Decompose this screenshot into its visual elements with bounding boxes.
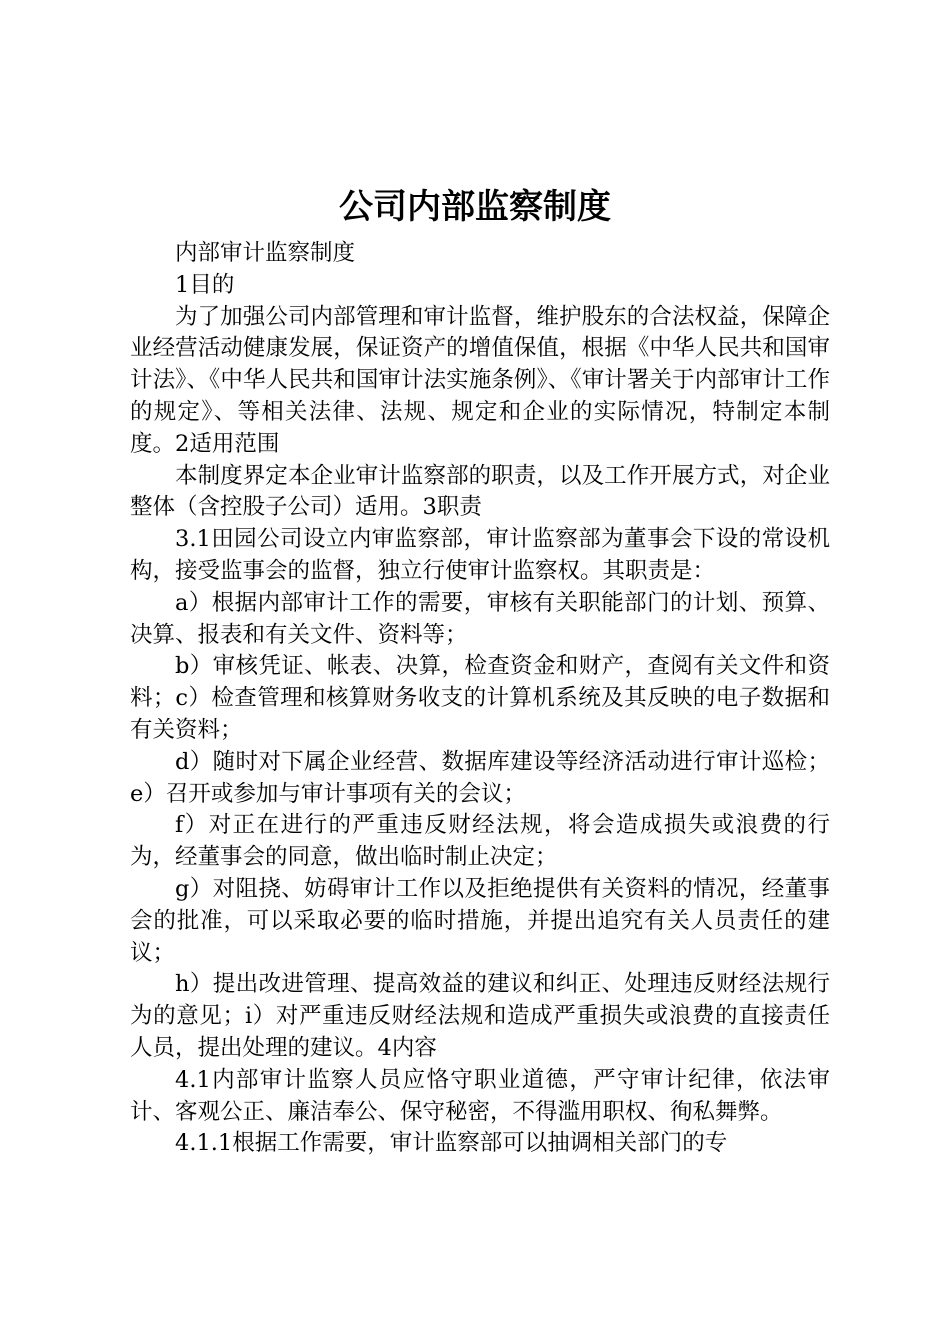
paragraph: b）审核凭证、帐表、决算，检查资金和财产，查阅有关文件和资料；c）检查管理和核算财务收支的计算机系统及其反映的电子数据和有关资料； bbox=[130, 653, 830, 743]
document-title: 公司内部监察制度 bbox=[339, 187, 611, 227]
paragraph: 内部审计监察制度 bbox=[175, 240, 356, 266]
paragraph: 3.1田园公司设立内审监察部，审计监察部为董事会下设的常设机构，接受监事会的监督，独立行使审计监察权。其职责是： bbox=[130, 526, 830, 584]
paragraph: 1目的 bbox=[175, 271, 235, 298]
paragraph: g）对阻挠、妨碍审计工作以及拒绝提供有关资料的情况，经董事会的批准，可以采取必要的临时措施，并提出追究有关人员责任的建议； bbox=[130, 875, 830, 966]
document-body bbox=[130, 238, 830, 1160]
paragraph: h）提出改进管理、提高效益的建议和纠正、处理违反财经法规行为的意见；i）对严重违反财经法规和造成严重损失或浪费的直接责任人员，提出处理的建议。4内容 bbox=[130, 971, 830, 1061]
paragraph: a）根据内部审计工作的需要，审核有关职能部门的计划、预算、决算、报表和有关文件、资料等； bbox=[130, 589, 830, 648]
paragraph: f）对正在进行的严重违反财经法规，将会造成损失或浪费的行为，经董事会的同意，做出临时制止决定； bbox=[130, 812, 830, 871]
paragraph: 4.1.1根据工作需要，审计监察部可以抽调相关部门的专 bbox=[175, 1130, 728, 1157]
paragraph: d）随时对下属企业经营、数据库建设等经济活动进行审计巡检；e）召开或参加与审计事项有关的会议； bbox=[130, 748, 830, 807]
paragraph: 本制度界定本企业审计监察部的职责，以及工作开展方式，对企业整体（含控股子公司）适用。3职责 bbox=[130, 462, 830, 521]
paragraph: 4.1内部审计监察人员应恪守职业道德，严守审计纪律，依法审计、客观公正、廉洁奉公、保守秘密，不得滥用职权、徇私舞弊。 bbox=[130, 1066, 830, 1125]
paragraph: 为了加强公司内部管理和审计监督，维护股东的合法权益，保障企业经营活动健康发展，保证资产的增值保值，根据《中华人民共和国审计法》、《中华人民共和国审计法实施条例》、《审计署关于内部审计工作的规定》、等相关法律、法规、规定和企业的实际情况，特制定本制度。2适用范围 bbox=[130, 303, 830, 457]
